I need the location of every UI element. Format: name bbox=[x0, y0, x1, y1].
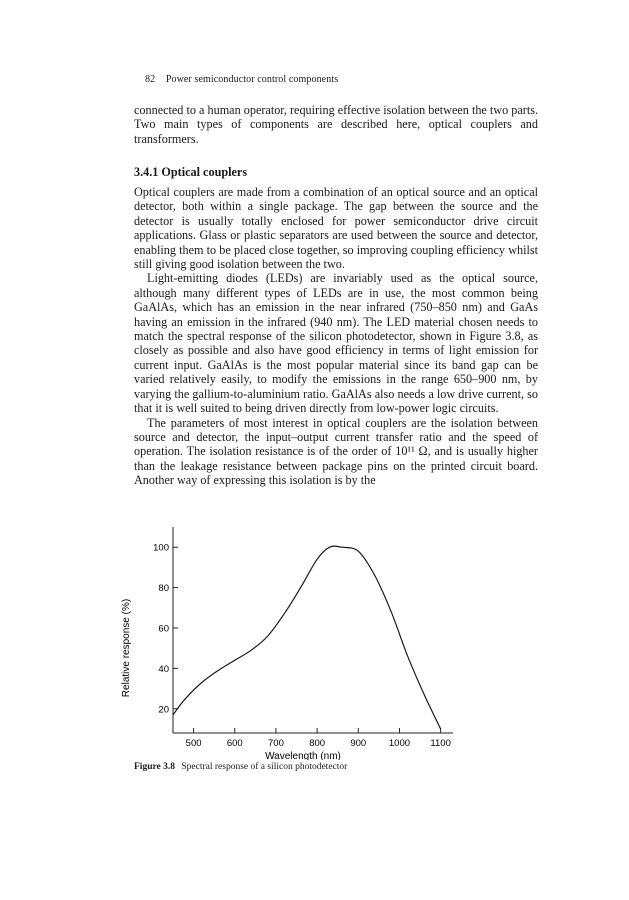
paragraph: The parameters of most interest in optical couplers are the isolation between source and detector, the input–output current transfer ratio and the speed of operation. The isolation resistance is of the order of 10¹¹ Ω, and is usually higher than the leakage resistance between package pins on the printed circuit board. Another way of expressing this isolation is by the bbox=[134, 415, 538, 488]
intro-paragraph: connected to a human operator, requiring effective isolation between the two parts. Two main types of components are described here, optical couplers and transformers. bbox=[134, 103, 538, 146]
running-title: Power semiconductor control components bbox=[165, 74, 339, 85]
response-curve bbox=[173, 546, 441, 729]
y-axis-title: Relative response (%) bbox=[121, 598, 132, 698]
figure-caption-text: Spectral response of a silicon photodetector bbox=[181, 762, 348, 772]
x-tick-label: 500 bbox=[185, 738, 202, 749]
x-axis-title: Wavelength (nm) bbox=[265, 751, 341, 760]
x-tick-label: 1100 bbox=[430, 738, 451, 749]
x-tick-label: 900 bbox=[350, 738, 367, 749]
x-tick-label: 800 bbox=[309, 738, 326, 749]
x-tick-label: 600 bbox=[226, 738, 243, 749]
figure-caption bbox=[134, 762, 347, 772]
figure-label: Figure 3.8 bbox=[134, 762, 175, 772]
section-heading: 3.4.1 Optical couplers bbox=[134, 165, 248, 179]
spectral-response-chart bbox=[105, 515, 465, 760]
section-body bbox=[134, 185, 538, 488]
running-header bbox=[145, 74, 338, 85]
y-tick-label: 80 bbox=[158, 583, 169, 595]
y-tick-label: 20 bbox=[158, 704, 169, 716]
paragraph: Optical couplers are made from a combination of an optical source and an optical detector, both within a single package. The gap between the source and the detector is usually totally enclosed for power semiconductor drive circuit applications. Glass or plastic separators are used between the source and detector, enabling them to be placed close together, so improving coupling efficiency whilst still giving good isolation between the two. bbox=[134, 185, 538, 272]
paragraph: Light-emitting diodes (LEDs) are invariably used as the optical source, although many different types of LEDs are in use, the most common being GaAlAs, which has an emission in the near infrared (750–850 nm) and GaAs having an emission in the infrared (940 nm). The LED material chosen needs to match the spectral response of the silicon photodetector, shown in Figure 3.8, as closely as possible and also have good efficiency in terms of light emission for current input. GaAlAs is the most popular material since its band gap can be varied relatively easily, to modify the emissions in the range 650–900 nm, by varying the gallium-to-aluminium ratio. GaAlAs also needs a low drive current, so that it is well suited to being driven directly from low-power logic circuits. bbox=[134, 271, 538, 416]
y-tick-label: 100 bbox=[153, 542, 169, 554]
figure-chart bbox=[105, 515, 465, 760]
x-tick-label: 1000 bbox=[388, 738, 411, 749]
y-tick-label: 40 bbox=[158, 663, 169, 675]
page-number: 82 bbox=[145, 74, 156, 85]
y-tick-label: 60 bbox=[158, 623, 169, 635]
x-tick-label: 700 bbox=[268, 738, 284, 749]
